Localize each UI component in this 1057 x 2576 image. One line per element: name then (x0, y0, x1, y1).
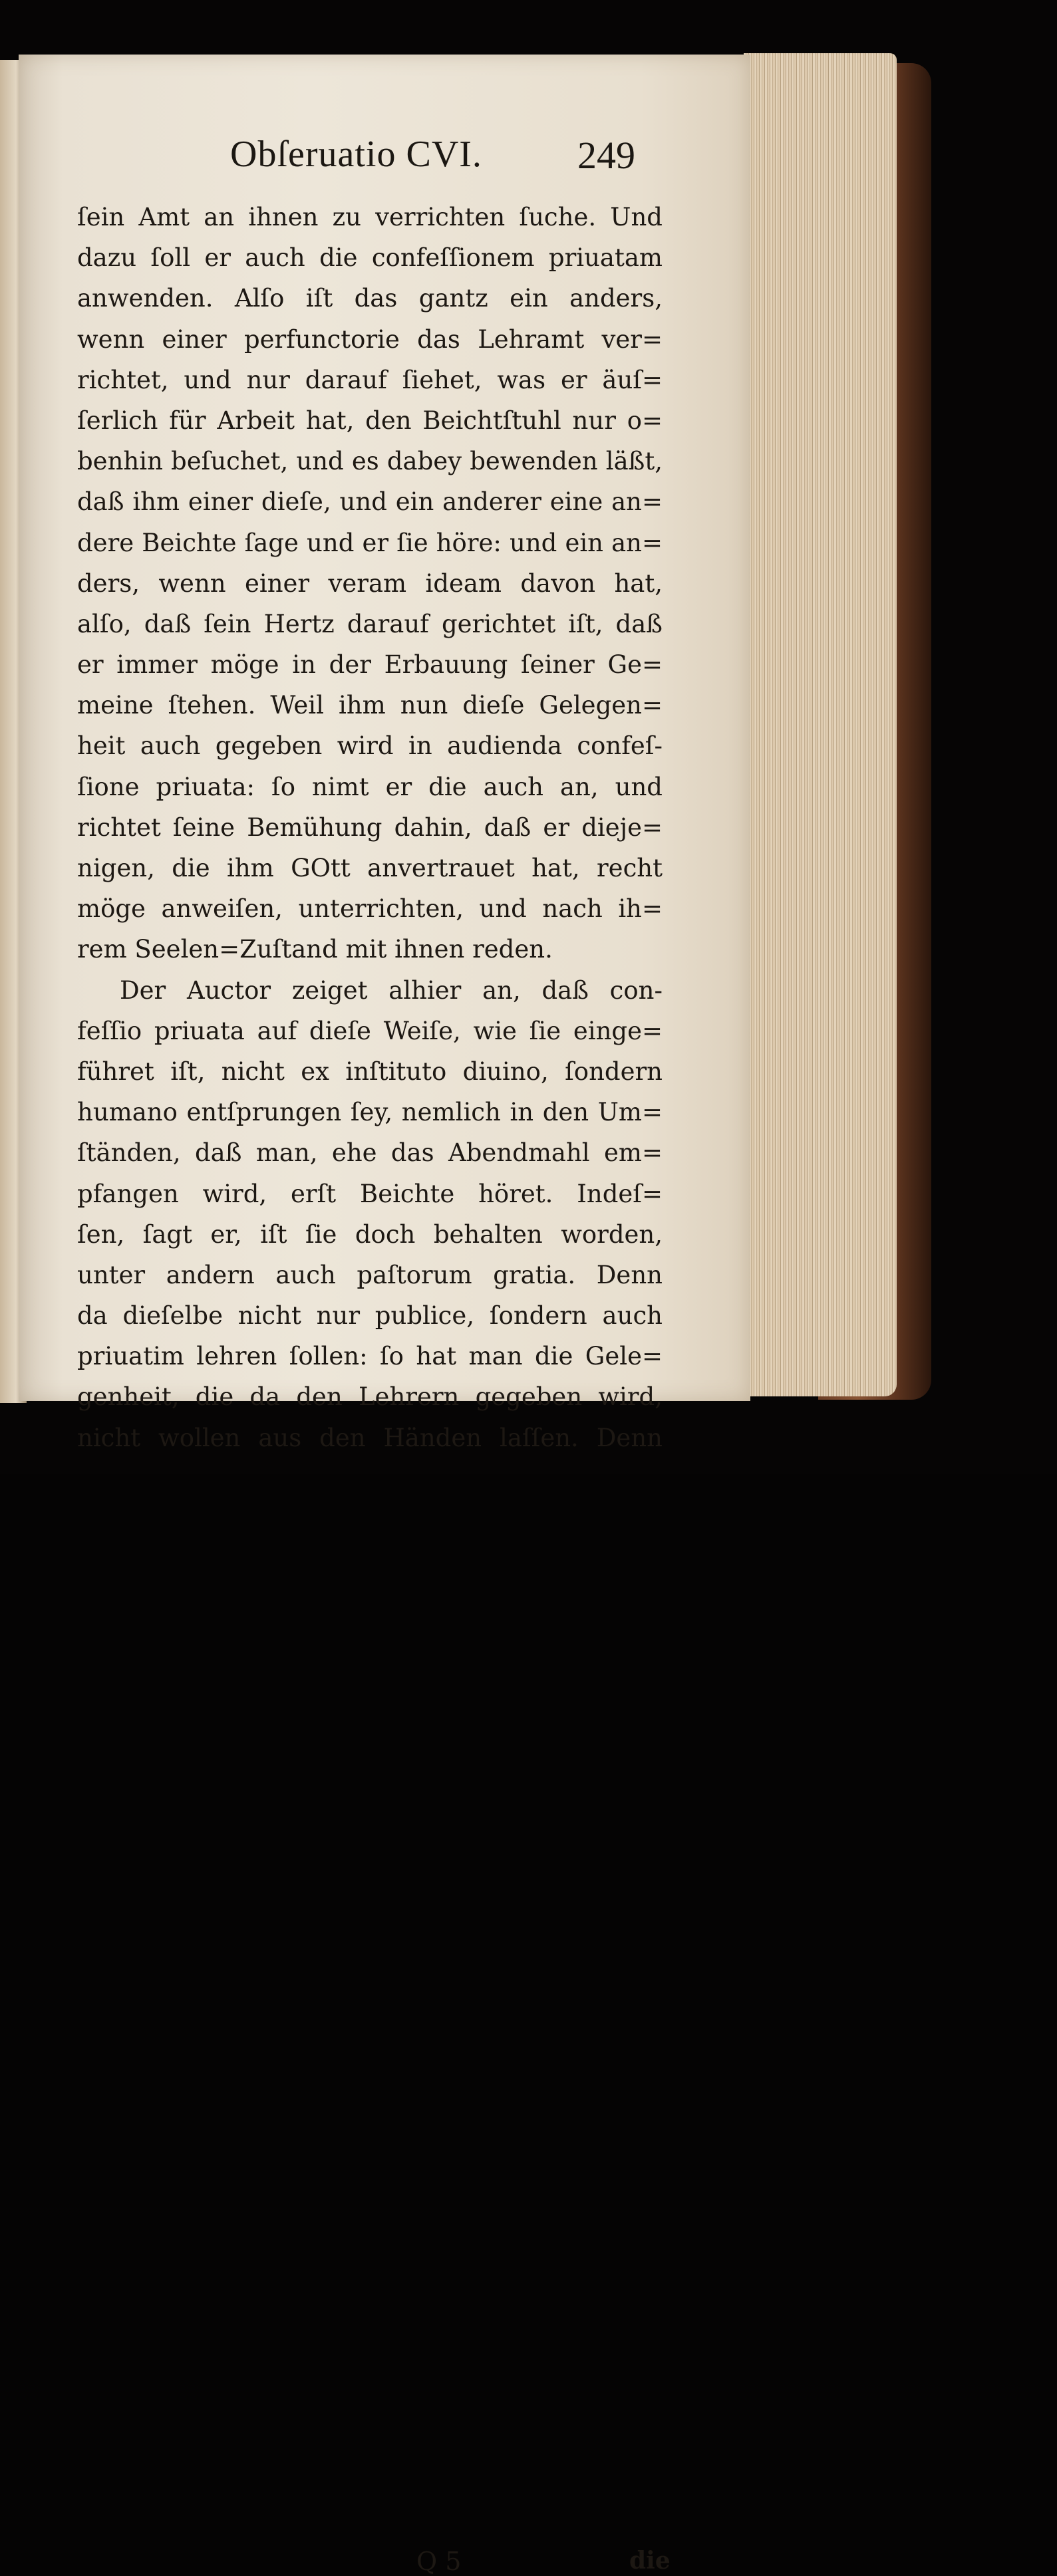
signature-mark: Q 5 (416, 2547, 462, 2576)
text-line: möge anweiſen, unterrichten, und nach ih= (77, 894, 663, 924)
page-number: 249 (577, 134, 635, 177)
text-line: pfangen wird, erſt Beichte höret. Indeſ= (77, 1179, 663, 1208)
text-line: heit auch gegeben wird in audienda confeſ- (77, 731, 663, 761)
text-line: richtet ſeine Bemühung dahin, daß er dieje= (77, 813, 663, 842)
text-line: humano entſprungen ſey, nemlich in den Um= (77, 1098, 663, 1127)
text-line: ſione priuata: ſo nimt er die auch an, und (77, 772, 663, 801)
text-line: daß ihm einer dieſe, und ein anderer eine an= (77, 487, 663, 517)
text-line: priuatim lehren ſollen: ſo hat man die Gele= (77, 1342, 663, 1371)
text-line: ſtänden, daß man, ehe das Abendmahl em= (77, 1138, 663, 1168)
text-line: richtet, und nur darauf ſiehet, was er äuſ= (77, 365, 663, 394)
text-line: anwenden. Alſo iſt das gantz ein anders, (77, 284, 663, 313)
text-line: unter andern auch paſtorum gratia. Denn (77, 1260, 663, 1289)
text-line: alſo, daß ſein Hertz darauf gerichtet iſt, daß (77, 609, 663, 638)
text-line: er immer möge in der Erbauung ſeiner Ge= (77, 650, 663, 680)
text-line: meine ſtehen. Weil ihm nun dieſe Gelegen= (77, 691, 663, 720)
catchword: die (629, 2547, 671, 2575)
text-line: ſein Amt an ihnen zu verrichten ſuche. Und (77, 203, 663, 231)
text-line: da dieſelbe nicht nur publice, ſondern auch (77, 1301, 663, 1331)
text-line: nigen, die ihm GOtt anvertrauet hat, recht (77, 854, 663, 882)
page-edges (744, 53, 897, 1396)
text-line: nicht wollen aus den Händen laſſen. Denn (77, 1423, 663, 1452)
text-line: ſerlich für Arbeit hat, den Beichtſtuhl nur o= (77, 406, 663, 435)
text-line: dazu ſoll er auch die confeſſionem priuatam (77, 243, 663, 273)
text-line: ſen, ſagt er, iſt ſie doch behalten worden, (77, 1220, 663, 1249)
paragraph-start-line: Der Auctor zeiget alhier an, daß con- (120, 975, 663, 1005)
text-line: feſſio priuata auf dieſe Weiſe, wie ſie einge= (77, 1016, 663, 1045)
text-line: ders, wenn einer veram ideam davon hat, (77, 569, 663, 598)
text-line: benhin beſuchet, und es dabey bewenden läßt, (77, 447, 663, 476)
page-header-title: Obſeruatio CVI. (230, 134, 482, 175)
text-line: wenn einer perfunctorie das Lehramt ver= (77, 324, 663, 354)
text-line: rem Seelen=Zuſtand mit ihnen reden. (77, 935, 553, 964)
text-line: genheit, die da den Lehrern gegeben wird, (77, 1382, 663, 1412)
book-page (19, 55, 750, 2576)
page-body-text (77, 197, 663, 1458)
text-line: führet iſt, nicht ex inſtituto diuino, ſondern (77, 1057, 663, 1086)
text-line: dere Beichte ſage und er ſie höre: und ein an= (77, 528, 663, 557)
